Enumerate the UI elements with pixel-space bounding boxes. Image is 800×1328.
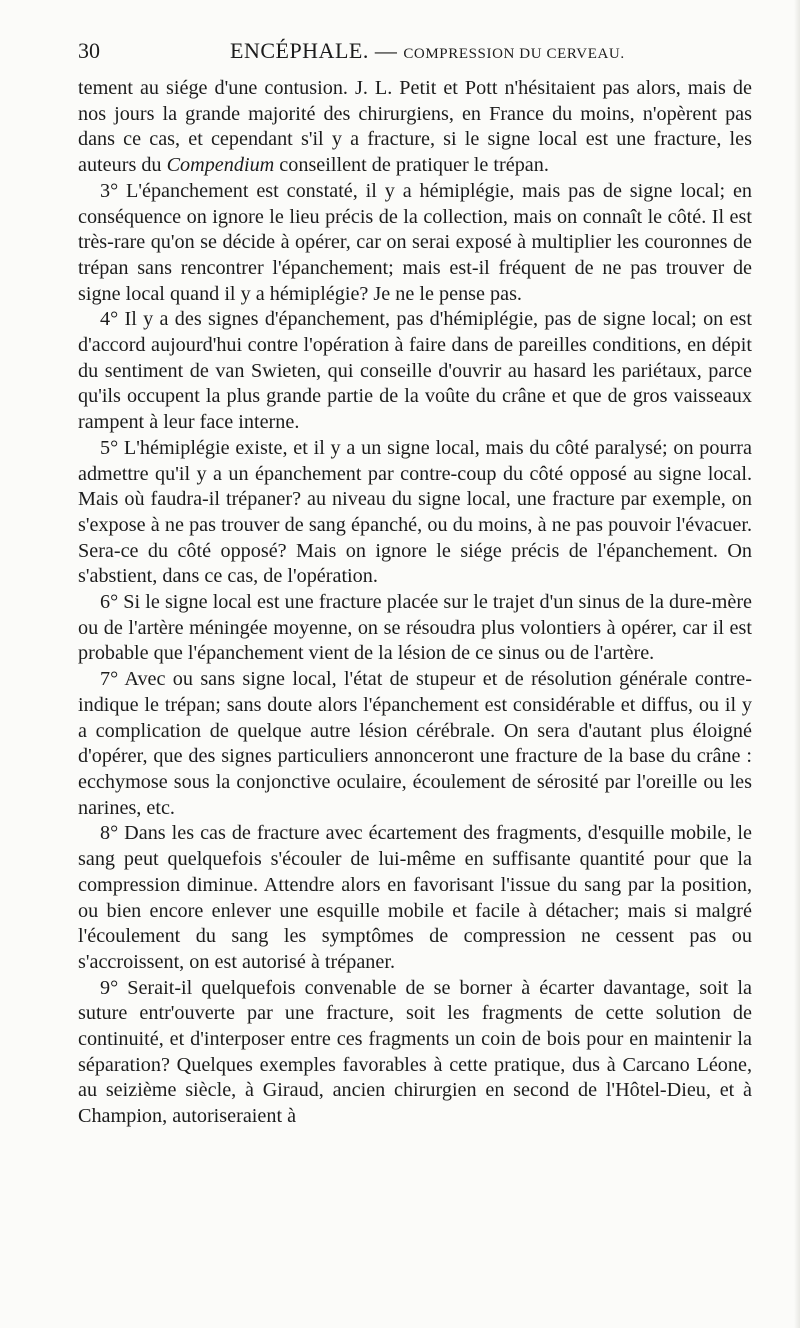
paragraph-8: 9° Serait-il quelquefois convenable de se borner à écarter davantage, soit la suture entr'ouverte par une fracture, soit les fragments de cette solution de continuité, et d'interposer entre ces fragments un coin de bois pour en maintenir la séparation? Quelques exemples favorables à cette pratique, dus à Carcano Léone, au seizième siècle, à Giraud, ancien chirurgien en second de l'Hôtel-Dieu, et à Champion, autoriseraient à: [78, 976, 752, 1128]
running-title-sub: COMPRESSION DU CERVEAU.: [403, 46, 625, 62]
running-header: [78, 38, 750, 72]
paragraph-text: tement au siége d'une contusion. J. L. Petit et Pott n'hésitaient pas alors, mais de nos jours la grande majorité des chirurgiens, en France du moins, n'opèrent pas dans ce cas, et cependant s'il y a fracture, si le signe local est une fracture, les auteurs du: [78, 77, 752, 177]
paragraph-3: 4° Il y a des signes d'épanchement, pas d'hémiplégie, pas de signe local; on est d'accord aujourd'hui contre l'opération à faire dans de pareilles conditions, en dépit du sentiment de van Swieten, qui conseille d'ouvrir au hasard les pariétaux, parce qu'ils occupent la plus grande partie de la voûte du crâne et que de gros vaisseaux rampent à leur face interne.: [78, 308, 752, 434]
page-edge-shadow: [794, 0, 800, 1328]
paragraph-4: 5° L'hémiplégie existe, et il y a un signe local, mais du côté paralysé; on pourra admettre qu'il y a un épanchement par contre-coup du côté opposé au signe local. Mais où faudra-il trépaner? au niveau du signe local, une fracture par exemple, on s'expose à ne pas trouver de sang épanché, ou du moins, à ne pas pouvoir l'évacuer. Sera-ce du côté opposé? Mais on ignore le siége précis de l'épanchement. On s'abstient, dans ce cas, de l'opération.: [78, 436, 752, 588]
paragraph-2: 3° L'épanchement est constaté, il y a hémiplégie, mais pas de signe local; en conséquence on ignore le lieu précis de la collection, mais on connaît le côté. Il est très-rare qu'on se décide à opérer, car on serai exposé à multiplier les couronnes de trépan sans rencontrer l'épanchement; mais est-il fréquent de ne pas trouver de signe local quand il y a hémiplégie? Je ne le pense pas.: [78, 179, 752, 305]
paragraph-7: 8° Dans les cas de fracture avec écartement des fragments, d'esquille mobile, le sang peut quelquefois s'écouler de lui-même en suffisante quantité pour que la compression diminue. Attendre alors en favorisant l'issue du sang par la position, ou bien encore enlever une esquille mobile et facile à détacher; mais si malgré l'écoulement du sang les symptômes de compression ne cessent pas ou s'accroissent, on est autorisé à trépaner.: [78, 822, 752, 973]
page-number: 30: [78, 38, 100, 63]
italic-title: Compendium: [166, 154, 275, 177]
running-title: [230, 38, 625, 64]
paragraph-text: conseillent de pratiquer le trépan.: [274, 154, 549, 177]
paragraph-1: [78, 76, 752, 179]
text-body: [78, 76, 752, 1130]
paragraph-5: 6° Si le signe local est une fracture placée sur le trajet d'un sinus de la dure-mère ou de l'artère méningée moyenne, on se résoudra plus volontiers à opérer, car il est probable que l'épanchement vient de la lésion de ce sinus ou de l'artère.: [78, 591, 752, 665]
paragraph-6: 7° Avec ou sans signe local, l'état de stupeur et de résolution générale contre-indique le trépan; sans doute alors l'épanchement est considérable et diffus, ou il y a complication de quelque autre lésion cérébrale. On sera d'autant plus éloigné d'opérer, que des signes particuliers annonceront une fracture de la base du crâne : ecchymose sous la conjonctive oculaire, écoulement de sérosité par l'oreille ou les narines, etc.: [78, 668, 752, 819]
running-title-main: ENCÉPHALE. —: [230, 38, 398, 63]
